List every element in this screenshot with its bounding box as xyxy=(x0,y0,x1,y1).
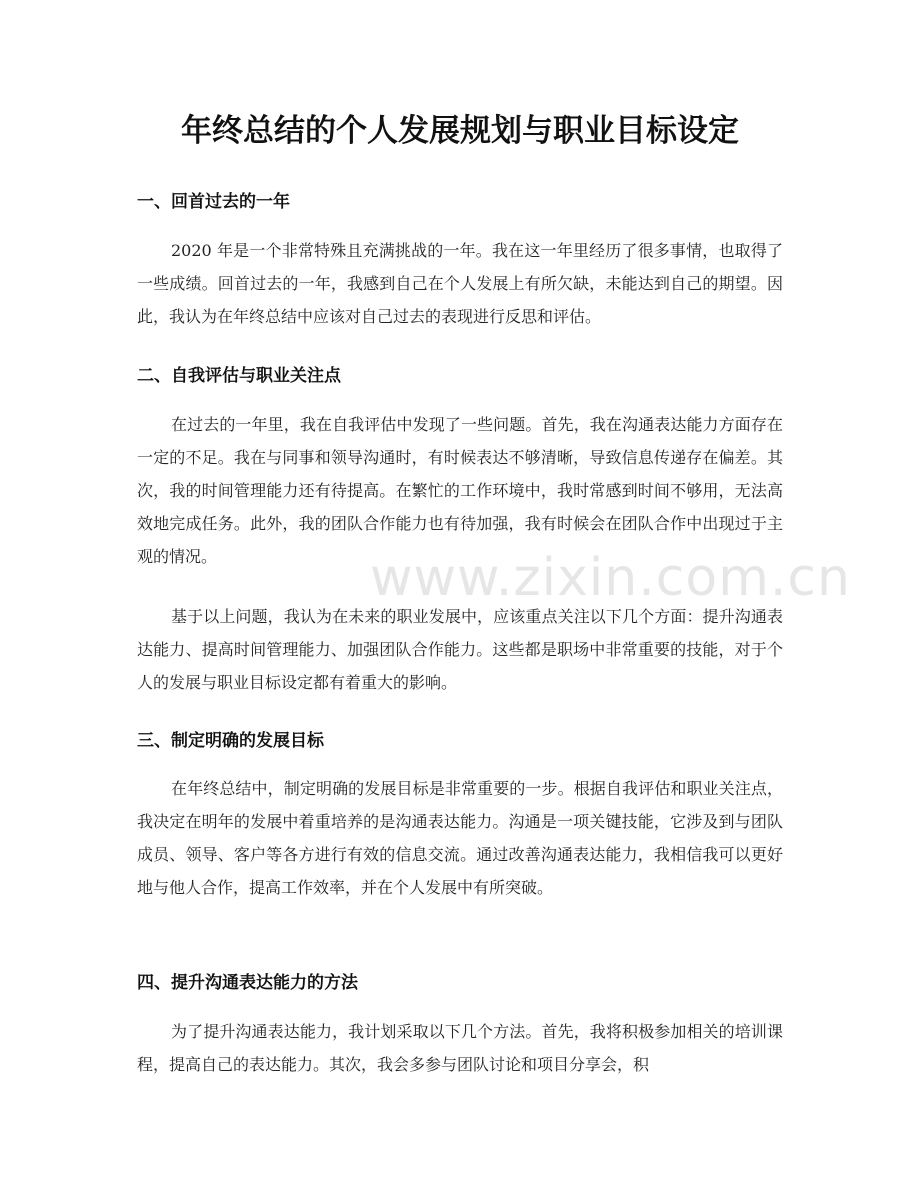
watermark: www.zixin.com.cn xyxy=(370,548,851,608)
section-heading-4: 四、提升沟通表达能力的方法 xyxy=(137,973,358,993)
section-2-paragraph-2: 基于以上问题，我认为在未来的职业发展中，应该重点关注以下几个方面：提升沟通表达能力、提高时间管理能力、加强团队合作能力。这些都是职场中非常重要的技能，对于个人的发展与职业目标设定都有着重大的影响。 xyxy=(137,607,783,692)
section-2-paragraph-1: 在过去的一年里，我在自我评估中发现了一些问题。首先，我在沟通表达能力方面存在一定的不足。我在与同事和领导沟通时，有时候表达不够清晰，导致信息传递存在偏差。其次，我的时间管理能力还有待提高。在繁忙的工作环境中，我时常感到时间不够用，无法高效地完成任务。此外，我的团队合作能力也有待加强，我有时候会在团队合作中出现过于主观的情况。 xyxy=(137,415,783,566)
section-1-paragraph-1: 2020 年是一个非常特殊且充满挑战的一年。我在这一年里经历了很多事情，也取得了一些成绩。回首过去的一年，我感到自己在个人发展上有所欠缺，未能达到自己的期望。因此，我认为在年终总结中应该对自己过去的表现进行反思和评估。 xyxy=(137,241,783,326)
section-heading-1: 一、回首过去的一年 xyxy=(137,192,290,212)
section-heading-3: 三、制定明确的发展目标 xyxy=(137,731,324,751)
section-3-paragraph-1: 在年终总结中，制定明确的发展目标是非常重要的一步。根据自我评估和职业关注点，我决定在明年的发展中着重培养的是沟通表达能力。沟通是一项关键技能，它涉及到与团队成员、领导、客户等各方进行有效的信息交流。通过改善沟通表达能力，我相信我可以更好地与他人合作，提高工作效率，并在个人发展中有所突破。 xyxy=(137,779,783,897)
section-heading-2: 二、自我评估与职业关注点 xyxy=(137,366,341,386)
document-title: 年终总结的个人发展规划与职业目标设定 xyxy=(181,113,739,149)
section-4-paragraph-1: 为了提升沟通表达能力，我计划采取以下几个方法。首先，我将积极参加相关的培训课程，提高自己的表达能力。其次，我会多参与团队讨论和项目分享会，积 xyxy=(137,1022,783,1074)
